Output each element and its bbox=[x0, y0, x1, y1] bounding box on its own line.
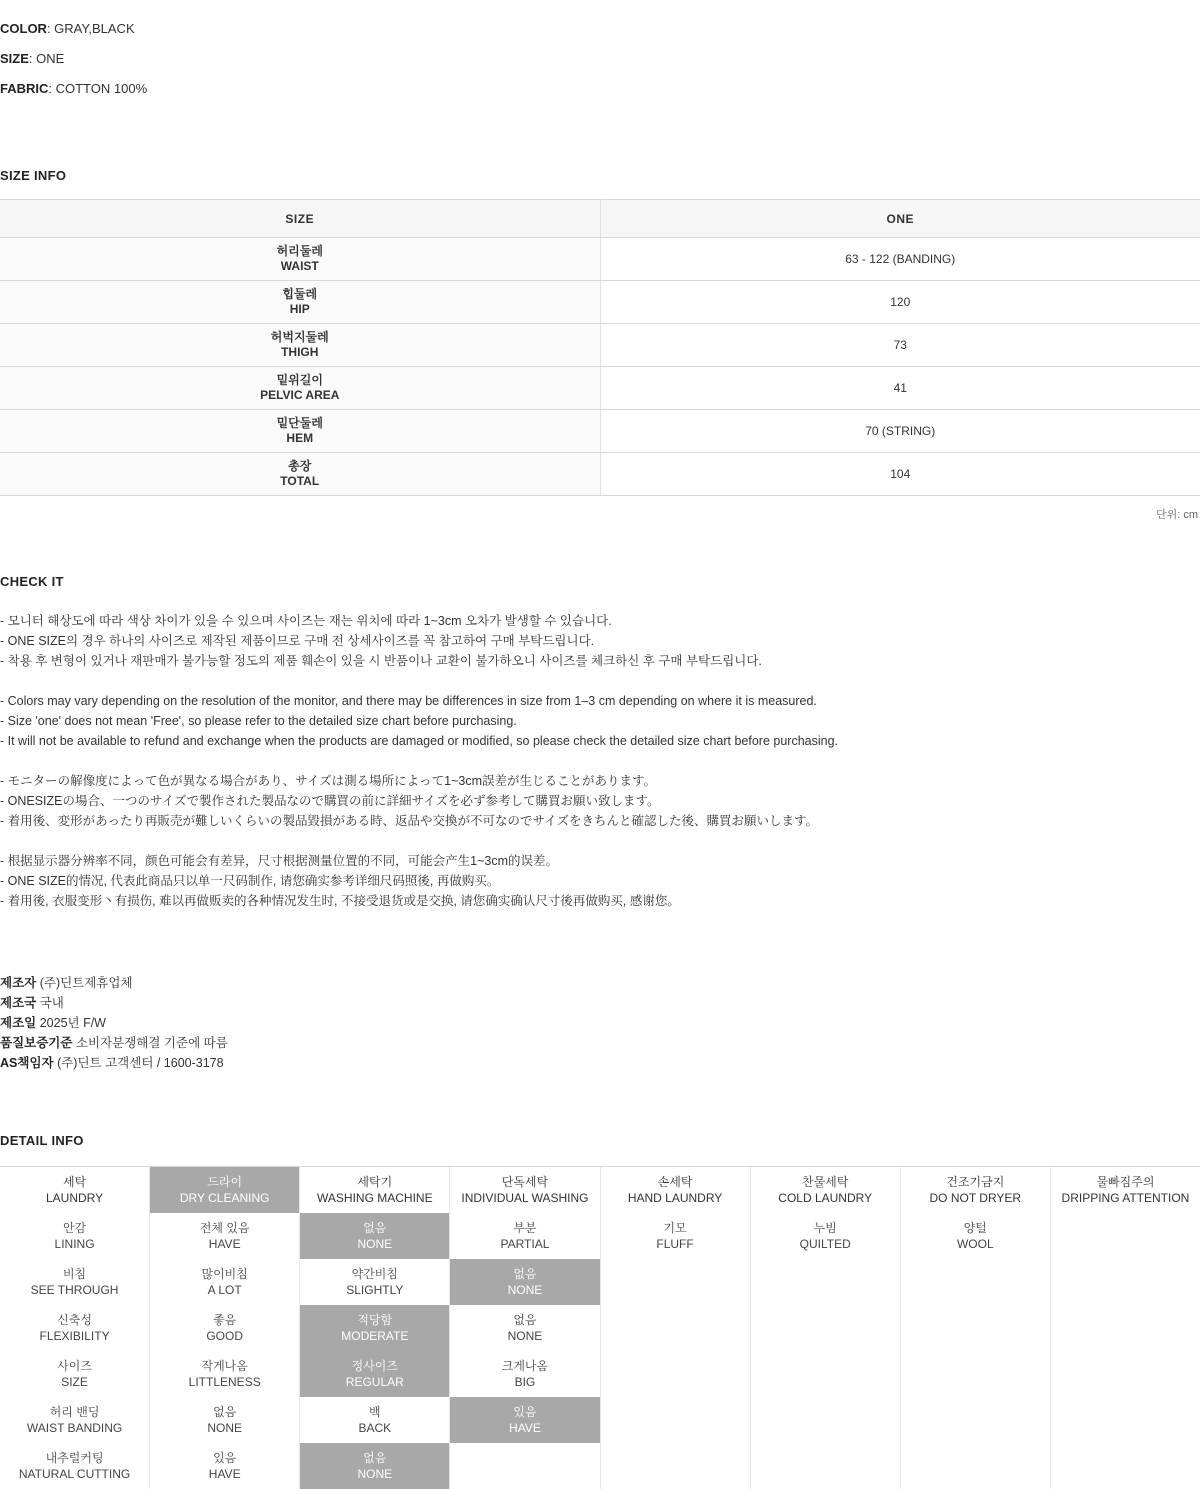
manufacturer-info bbox=[0, 973, 1200, 1073]
detail-cell-en: LINING bbox=[54, 1237, 95, 1251]
detail-cell-en: NONE bbox=[357, 1237, 393, 1251]
detail-cell bbox=[0, 1305, 149, 1351]
detail-info-block bbox=[0, 1133, 1200, 1489]
size-info-thead bbox=[0, 200, 1200, 238]
detail-column-header bbox=[150, 1167, 299, 1213]
detail-cell-kr: 없음 bbox=[513, 1313, 537, 1327]
detail-cell-kr: 정사이즈 bbox=[351, 1359, 398, 1373]
detail-cell-en: NONE bbox=[357, 1467, 393, 1481]
label-en: THIGH bbox=[281, 345, 319, 359]
detail-cell-kr: 사이즈 bbox=[57, 1359, 92, 1373]
size-row-label-hem bbox=[0, 410, 600, 453]
detail-cell-kr: 약간비침 bbox=[351, 1267, 398, 1281]
check-ko-line-1: - 모니터 해상도에 따라 색상 차이가 있을 수 있으며 사이즈는 재는 위치에 따라 1~3cm 오차가 발생할 수 있습니다. bbox=[0, 614, 612, 628]
maker-label-as: AS책임자 bbox=[0, 1056, 54, 1070]
check-zh-line-3: - 着用後, 衣服变形丶有损伤, 难以再做贩卖的各种情况发生时, 不接受退货或是交换, 请您确实确认尺寸後再做购买, 感谢您。 bbox=[0, 894, 680, 908]
maker-row-date bbox=[0, 1013, 1200, 1033]
detail-cell-kr: 많이비침 bbox=[201, 1267, 248, 1281]
detail-cell-kr: 부분 bbox=[513, 1221, 537, 1235]
detail-column-header bbox=[1051, 1167, 1200, 1213]
detail-cell bbox=[1051, 1397, 1200, 1443]
size-info-table bbox=[0, 199, 1200, 496]
label-kr: 허벅지둘레 bbox=[270, 330, 329, 344]
detail-cell-en: COLD LAUNDRY bbox=[778, 1191, 873, 1205]
detail-cell bbox=[450, 1259, 599, 1305]
detail-cell bbox=[901, 1397, 1050, 1443]
detail-cell-en: DO NOT DRYER bbox=[929, 1191, 1022, 1205]
detail-cell bbox=[450, 1443, 599, 1489]
check-ja-line-2: - ONESIZEの場合、一つのサイズで製作された製品なので購買の前に詳細サイズを必ず参考して購買お願い致します。 bbox=[0, 794, 660, 808]
detail-cell-en: NATURAL CUTTING bbox=[18, 1467, 131, 1481]
detail-column-header bbox=[300, 1167, 449, 1213]
detail-cell bbox=[751, 1351, 900, 1397]
detail-column bbox=[449, 1167, 599, 1489]
label-kr: 총장 bbox=[288, 459, 312, 473]
detail-cell-kr: 적당함 bbox=[357, 1313, 393, 1327]
size-info-tbody bbox=[0, 238, 1200, 496]
detail-cell-kr: 없음 bbox=[363, 1451, 387, 1465]
check-zh-line-2: - ONE SIZE的情况, 代表此商品只以单一尺码制作, 请您确实参考详细尺码照後, 再做购买。 bbox=[0, 874, 500, 888]
detail-cell-kr: 내추럴커팅 bbox=[45, 1451, 104, 1465]
maker-label-manufacturer: 제조자 bbox=[0, 976, 37, 990]
detail-cell-kr: 백 bbox=[369, 1405, 381, 1419]
size-row-label-thigh bbox=[0, 324, 600, 367]
detail-info-title: DETAIL INFO bbox=[0, 1133, 84, 1148]
size-row-label-waist bbox=[0, 238, 600, 281]
maker-value-date: 2025년 F/W bbox=[36, 1016, 106, 1030]
detail-cell-kr: 물빠짐주의 bbox=[1096, 1175, 1155, 1189]
table-row bbox=[0, 324, 1200, 367]
check-it-body bbox=[0, 611, 1200, 911]
detail-cell bbox=[601, 1443, 750, 1489]
size-unit-note: 단위: cm bbox=[1155, 509, 1198, 521]
detail-cell bbox=[751, 1305, 900, 1351]
detail-cell bbox=[150, 1397, 299, 1443]
spec-value-size: : ONE bbox=[28, 51, 65, 66]
detail-cell-en: LITTLENESS bbox=[188, 1375, 261, 1389]
spec-list bbox=[0, 0, 1200, 104]
detail-cell bbox=[0, 1443, 149, 1489]
detail-column bbox=[750, 1167, 900, 1489]
detail-cell-kr: 비침 bbox=[62, 1267, 87, 1281]
spec-label-size: SIZE bbox=[0, 51, 29, 66]
detail-cell bbox=[751, 1259, 900, 1305]
detail-cell bbox=[1051, 1351, 1200, 1397]
maker-label-warranty: 품질보증기준 bbox=[0, 1036, 73, 1050]
detail-cell-kr: 있음 bbox=[213, 1451, 237, 1465]
detail-cell-en: HAVE bbox=[208, 1237, 241, 1251]
detail-cell-kr: 있음 bbox=[513, 1405, 537, 1419]
maker-row-manufacturer bbox=[0, 973, 1200, 993]
maker-label-country: 제조국 bbox=[0, 996, 37, 1010]
detail-cell-kr: 양털 bbox=[963, 1221, 987, 1235]
spec-label-fabric: FABRIC bbox=[0, 81, 49, 96]
detail-column bbox=[149, 1167, 299, 1489]
detail-cell-en: HAVE bbox=[208, 1467, 241, 1481]
detail-cell-kr: 기모 bbox=[663, 1221, 687, 1235]
detail-cell-kr: 손세탁 bbox=[657, 1175, 693, 1189]
size-row-value-pelvic-area: 41 bbox=[600, 367, 1200, 410]
size-row-label-total bbox=[0, 453, 600, 496]
detail-column-header bbox=[0, 1167, 149, 1213]
label-en: WAIST bbox=[280, 259, 319, 273]
table-row bbox=[0, 367, 1200, 410]
label-en: HIP bbox=[289, 302, 310, 316]
detail-cell bbox=[901, 1305, 1050, 1351]
detail-column-header bbox=[601, 1167, 750, 1213]
detail-cell-kr: 작게나옴 bbox=[201, 1359, 248, 1373]
spacer bbox=[0, 831, 1200, 851]
detail-cell bbox=[751, 1397, 900, 1443]
spacer bbox=[0, 671, 1200, 691]
detail-cell-en: SLIGHTLY bbox=[346, 1283, 404, 1297]
detail-cell-kr: 없음 bbox=[363, 1221, 387, 1235]
detail-cell bbox=[601, 1397, 750, 1443]
check-ko-line-3: - 착용 후 변형이 있거나 재판매가 불가능할 정도의 제품 훼손이 있을 시 반품이나 교환이 불가하오니 사이즈를 체크하신 후 구매 부탁드립니다. bbox=[0, 654, 762, 668]
detail-info-grid bbox=[0, 1166, 1200, 1489]
detail-cell bbox=[1051, 1259, 1200, 1305]
label-kr: 밑단둘레 bbox=[276, 416, 323, 430]
check-en-line-3: - It will not be available to refund and exchange when the products are damaged or modified, so please check the detailed size chart before purchasing. bbox=[0, 734, 839, 748]
maker-value-warranty: 소비자분쟁해결 기준에 따름 bbox=[72, 1036, 228, 1050]
table-row bbox=[0, 410, 1200, 453]
detail-column bbox=[900, 1167, 1050, 1489]
maker-value-as: (주)딘트 고객센터 / 1600-3178 bbox=[53, 1056, 224, 1070]
size-row-value-hem: 70 (STRING) bbox=[600, 410, 1200, 453]
detail-cell-kr: 누빔 bbox=[813, 1221, 837, 1235]
detail-cell bbox=[0, 1351, 149, 1397]
detail-cell bbox=[901, 1259, 1050, 1305]
check-ja-line-1: - モニターの解像度によって色が異なる場合があり、サイズは測る場所によって1~3cm誤差が生じることがあります。 bbox=[0, 774, 657, 788]
detail-cell-en: SIZE bbox=[61, 1375, 88, 1389]
detail-cell-kr: 없음 bbox=[213, 1405, 237, 1419]
spec-row-size bbox=[0, 44, 1200, 74]
detail-cell-en: WASHING MACHINE bbox=[317, 1191, 433, 1205]
size-row-label-pelvic-area bbox=[0, 367, 600, 410]
detail-cell bbox=[150, 1213, 299, 1259]
maker-value-manufacturer: (주)딘트제휴업체 bbox=[36, 976, 133, 990]
detail-cell bbox=[0, 1259, 149, 1305]
maker-row-country bbox=[0, 993, 1200, 1013]
size-row-label-hip bbox=[0, 281, 600, 324]
detail-cell bbox=[450, 1213, 599, 1259]
detail-cell bbox=[300, 1259, 449, 1305]
detail-cell bbox=[150, 1351, 299, 1397]
detail-cell bbox=[1051, 1305, 1200, 1351]
detail-cell bbox=[601, 1259, 750, 1305]
detail-cell-en: DRY CLEANING bbox=[179, 1191, 270, 1205]
label-en: HEM bbox=[286, 431, 314, 445]
detail-cell bbox=[0, 1397, 149, 1443]
detail-cell bbox=[751, 1213, 900, 1259]
check-en-line-1: - Colors may vary depending on the resolution of the monitor, and there may be differences in size from 1–3 cm depending on where it is measured. bbox=[0, 694, 817, 708]
detail-cell-en: PARTIAL bbox=[500, 1237, 550, 1251]
detail-cell-kr: 세탁 bbox=[62, 1175, 87, 1189]
detail-cell-en: WAIST BANDING bbox=[26, 1421, 123, 1435]
check-it-block bbox=[0, 574, 1200, 911]
detail-cell bbox=[751, 1443, 900, 1489]
detail-cell bbox=[601, 1351, 750, 1397]
check-zh-line-1: - 根据显示器分辨率不同，颜色可能会有差异，尺寸根据测量位置的不同，可能会产生1~3cm的误差。 bbox=[0, 854, 559, 868]
detail-cell-kr: 크게나옴 bbox=[501, 1359, 549, 1373]
detail-cell-en: REGULAR bbox=[345, 1375, 404, 1389]
detail-cell-kr: 세탁기 bbox=[357, 1175, 393, 1189]
detail-cell-en: FLEXIBILITY bbox=[39, 1329, 110, 1343]
check-en-line-2: - Size 'one' does not mean 'Free', so please refer to the detailed size chart before purchasing. bbox=[0, 714, 517, 728]
detail-cell bbox=[901, 1443, 1050, 1489]
size-info-header-size: SIZE bbox=[0, 200, 600, 238]
detail-column-header bbox=[751, 1167, 900, 1213]
detail-cell-kr: 건조기금지 bbox=[946, 1175, 1005, 1189]
detail-cell-en: MODERATE bbox=[341, 1329, 409, 1343]
detail-cell bbox=[150, 1259, 299, 1305]
detail-column bbox=[0, 1167, 149, 1489]
detail-cell-en: HAND LAUNDRY bbox=[627, 1191, 723, 1205]
check-it-title: CHECK IT bbox=[0, 574, 64, 589]
detail-cell bbox=[0, 1213, 149, 1259]
size-row-value-total: 104 bbox=[600, 453, 1200, 496]
detail-column bbox=[299, 1167, 449, 1489]
detail-cell bbox=[450, 1397, 599, 1443]
check-ja-line-3: - 着用後、変形があったり再販売が難しいくらいの製品毀損がある時、返品や交換が不可なのでサイズをきちんと確認した後、購買お願いします。 bbox=[0, 814, 819, 828]
spec-row-color bbox=[0, 14, 1200, 44]
spacer bbox=[0, 751, 1200, 771]
maker-value-country: 국내 bbox=[36, 996, 64, 1010]
spec-value-color: : GRAY,BLACK bbox=[46, 21, 135, 36]
detail-column bbox=[600, 1167, 750, 1489]
detail-cell-kr: 안감 bbox=[62, 1221, 87, 1235]
detail-cell-en: A LOT bbox=[207, 1283, 242, 1297]
detail-cell bbox=[150, 1443, 299, 1489]
detail-cell-en: INDIVIDUAL WASHING bbox=[461, 1191, 589, 1205]
label-kr: 힙둘레 bbox=[282, 287, 318, 301]
detail-cell bbox=[300, 1443, 449, 1489]
maker-row-as bbox=[0, 1053, 1200, 1073]
detail-cell-kr: 없음 bbox=[513, 1267, 537, 1281]
detail-cell bbox=[601, 1213, 750, 1259]
spec-row-fabric bbox=[0, 74, 1200, 104]
size-row-value-thigh: 73 bbox=[600, 324, 1200, 367]
detail-cell-kr: 드라이 bbox=[207, 1175, 243, 1189]
maker-label-date: 제조일 bbox=[0, 1016, 37, 1030]
detail-cell bbox=[300, 1397, 449, 1443]
detail-cell-en: WOOL bbox=[956, 1237, 994, 1251]
detail-cell bbox=[450, 1351, 599, 1397]
detail-cell-en: NONE bbox=[507, 1329, 543, 1343]
detail-cell-en: DRIPPING ATTENTION bbox=[1061, 1191, 1190, 1205]
detail-cell-en: QUILTED bbox=[799, 1237, 851, 1251]
detail-cell bbox=[300, 1213, 449, 1259]
label-en: TOTAL bbox=[280, 474, 320, 488]
detail-column bbox=[1050, 1167, 1200, 1489]
size-info-header-one: ONE bbox=[600, 200, 1200, 238]
detail-column-header bbox=[901, 1167, 1050, 1213]
table-header-row bbox=[0, 200, 1200, 238]
detail-cell-en: GOOD bbox=[206, 1329, 244, 1343]
size-info-block bbox=[0, 168, 1200, 522]
table-row bbox=[0, 453, 1200, 496]
detail-cell bbox=[300, 1305, 449, 1351]
table-row bbox=[0, 281, 1200, 324]
detail-cell bbox=[150, 1305, 299, 1351]
detail-column-header bbox=[450, 1167, 599, 1213]
detail-cell-en: BIG bbox=[514, 1375, 536, 1389]
check-ko-line-2: - ONE SIZE의 경우 하나의 사이즈로 제작된 제품이므로 구매 전 상세사이즈를 꼭 참고하여 구매 부탁드립니다. bbox=[0, 634, 595, 648]
detail-cell bbox=[901, 1351, 1050, 1397]
detail-cell bbox=[1051, 1213, 1200, 1259]
detail-cell-kr: 허리 밴딩 bbox=[49, 1405, 100, 1419]
detail-cell bbox=[300, 1351, 449, 1397]
detail-cell-kr: 단독세탁 bbox=[501, 1175, 549, 1189]
maker-row-warranty bbox=[0, 1033, 1200, 1053]
spec-label-color: COLOR bbox=[0, 21, 47, 36]
detail-cell-en: SEE THROUGH bbox=[30, 1283, 119, 1297]
detail-cell bbox=[1051, 1443, 1200, 1489]
spec-value-fabric: : COTTON 100% bbox=[48, 81, 148, 96]
detail-cell-kr: 좋음 bbox=[213, 1313, 237, 1327]
label-kr: 허리둘레 bbox=[276, 244, 323, 258]
detail-cell bbox=[601, 1305, 750, 1351]
label-kr: 밑위길이 bbox=[276, 373, 323, 387]
detail-cell bbox=[450, 1305, 599, 1351]
detail-cell-en: FLUFF bbox=[656, 1237, 694, 1251]
size-row-value-hip: 120 bbox=[600, 281, 1200, 324]
label-en: PELVIC AREA bbox=[260, 388, 340, 402]
detail-cell-en: NONE bbox=[207, 1421, 243, 1435]
detail-cell-en: BACK bbox=[358, 1421, 392, 1435]
detail-cell-kr: 신축성 bbox=[57, 1313, 92, 1327]
detail-cell-en: LAUNDRY bbox=[45, 1191, 104, 1205]
detail-cell bbox=[901, 1213, 1050, 1259]
size-row-value-waist: 63 - 122 (BANDING) bbox=[600, 238, 1200, 281]
detail-cell-kr: 전체 있음 bbox=[199, 1221, 250, 1235]
detail-cell-kr: 찬물세탁 bbox=[802, 1175, 849, 1189]
size-info-title: SIZE INFO bbox=[0, 168, 67, 183]
detail-cell-en: HAVE bbox=[509, 1421, 541, 1435]
detail-cell-en: NONE bbox=[507, 1283, 543, 1297]
table-row bbox=[0, 238, 1200, 281]
